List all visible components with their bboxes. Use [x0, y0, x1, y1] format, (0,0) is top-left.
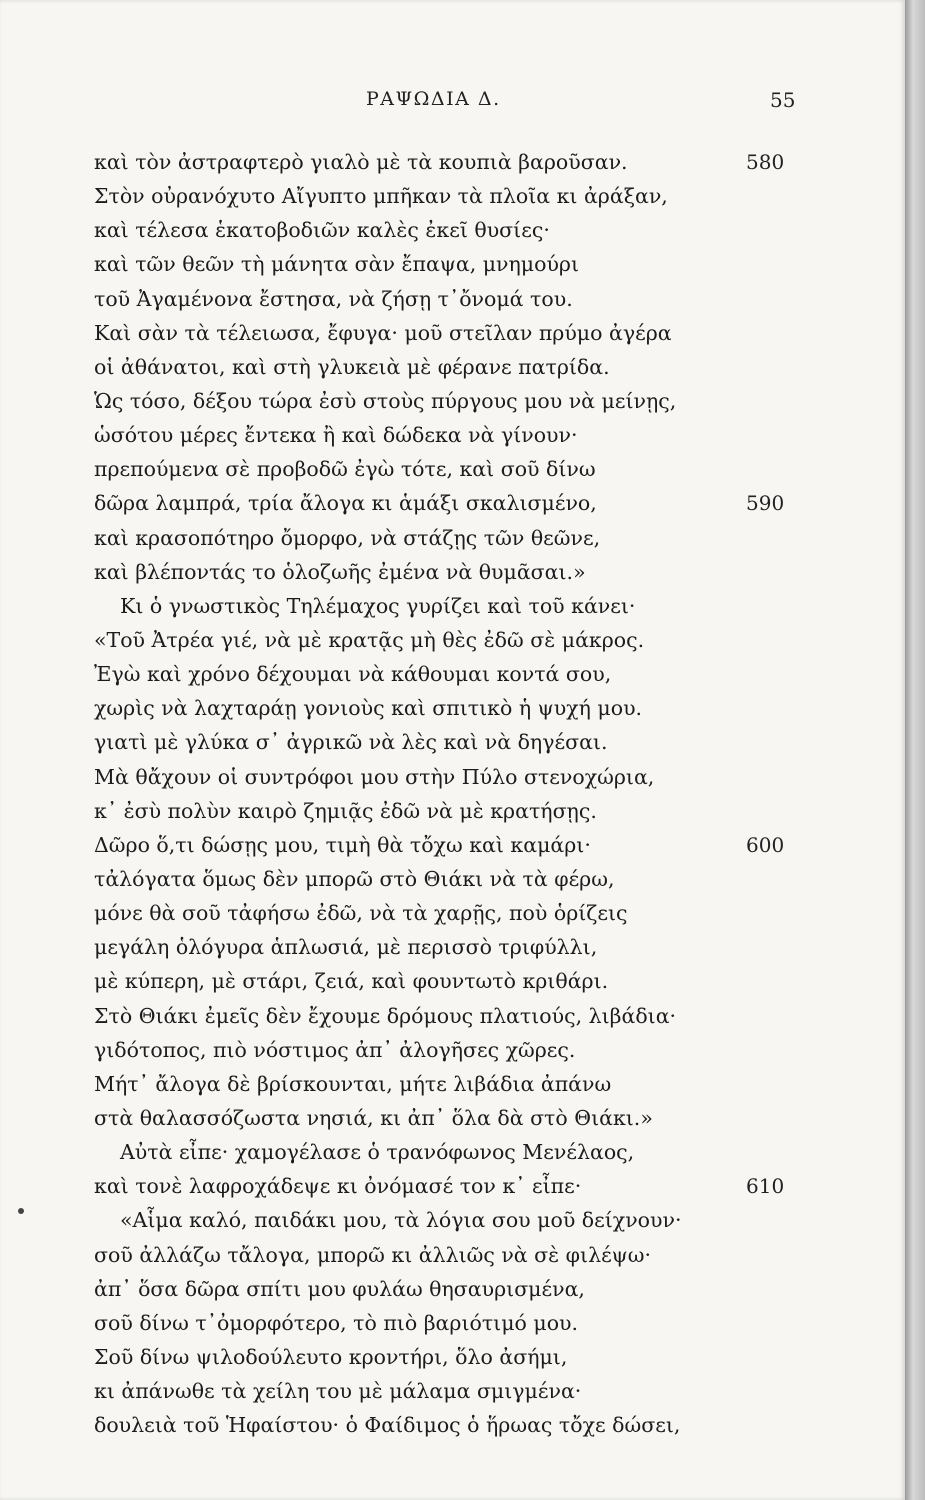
- verse-text: Καὶ σὰν τὰ τέλειωσα, ἔφυγα· μοῦ στεῖλαν πρύμο ἀγέρα: [94, 320, 672, 345]
- verse-line: [94, 384, 814, 418]
- verse-text: Κι ὁ γνωστικὸς Τηλέμαχος γυρίζει καὶ τοῦ κάνει·: [120, 593, 636, 618]
- verse-line: [94, 350, 814, 384]
- verse-text: Ἐγὼ καὶ χρόνο δέχουμαι νὰ κάθουμαι κοντά σου,: [94, 662, 612, 687]
- verse-line: [94, 999, 814, 1033]
- poem-text: [94, 145, 814, 1442]
- verse-line: [94, 794, 814, 828]
- line-number: 600: [746, 832, 785, 857]
- verse-line: [94, 691, 814, 725]
- verse-line: [94, 418, 814, 452]
- verse-text: καὶ τέλεσα ἑκατοβοδιῶν καλὲς ἐκεῖ θυσίες·: [94, 218, 550, 243]
- book-spine: [905, 0, 925, 1500]
- verse-line: [94, 1340, 814, 1374]
- verse-line: [94, 828, 814, 862]
- verse-text: Μήτ᾽ ἄλογα δὲ βρίσκουνται, μήτε λιβάδια ἀπάνω: [94, 1071, 612, 1096]
- verse-text: καὶ τὸν ἀστραφτερὸ γιαλὸ μὲ τὰ κουπιὰ βαροῦσαν.: [94, 150, 628, 174]
- page-number: 55: [770, 88, 796, 112]
- verse-text: καὶ τονὲ λαφροχάδεψε κι ὀνόμασέ τον κ᾽ εἶπε·: [94, 1174, 582, 1199]
- verse-line: [94, 760, 814, 794]
- verse-text: δῶρα λαμπρά, τρία ἄλογα κι ἁμάξι σκαλισμένο,: [94, 491, 597, 516]
- verse-line: [94, 1101, 814, 1135]
- verse-text: μόνε θὰ σοῦ τἀφήσω ἐδῶ, νὰ τὰ χαρῇς, ποὺ ὁρίζεις: [94, 901, 628, 926]
- verse-text: «Αἷμα καλό, παιδάκι μου, τὰ λόγια σου μοῦ δείχνουν·: [120, 1208, 682, 1233]
- verse-text: στὰ θαλασσόζωστα νησιά, κι ἀπ᾽ ὅλα δὰ στὸ Θιάκι.»: [94, 1105, 653, 1130]
- verse-line: [94, 213, 814, 247]
- verse-text: δουλειὰ τοῦ Ἡφαίστου· ὁ Φαίδιμος ὁ ἥρωας τὄχε δώσει,: [94, 1413, 681, 1438]
- verse-line: [94, 1033, 814, 1067]
- verse-line: [94, 862, 814, 896]
- verse-line: [94, 657, 814, 691]
- verse-text: κι ἀπάνωθε τὰ χείλη του μὲ μάλαμα σμιγμένα·: [94, 1379, 582, 1404]
- verse-line: [94, 1408, 814, 1442]
- verse-line: [94, 964, 814, 998]
- verse-line: [94, 725, 814, 759]
- line-number: 610: [746, 1174, 785, 1199]
- verse-text: Στὸν οὐρανόχυτο Αἴγυπτο μπῆκαν τὰ πλοῖα κι ἀράξαν,: [94, 184, 668, 209]
- line-number: 580: [746, 150, 785, 174]
- verse-line: [94, 623, 814, 657]
- page-header: [0, 88, 905, 118]
- verse-text: γιατὶ μὲ γλύκα σ᾽ ἀγρικῶ νὰ λὲς καὶ νὰ δηγέσαι.: [94, 730, 608, 755]
- verse-text: Στὸ Θιάκι ἐμεῖς δὲν ἔχουμε δρόμους πλατιούς, λιβάδια·: [94, 1003, 677, 1028]
- verse-text: τἀλόγατα ὅμως δὲν μπορῶ στὸ Θιάκι νὰ τὰ φέρω,: [94, 866, 615, 891]
- verse-text: ὡσότου μέρες ἔντεκα ἢ καὶ δώδεκα νὰ γίνουν·: [94, 423, 578, 448]
- verse-text: τοῦ Ἀγαμένονα ἔστησα, νὰ ζήσῃ τ᾽ὄνομά του.: [94, 286, 573, 311]
- verse-text: χωρὶς νὰ λαχταράῃ γονιοὺς καὶ σπιτικὸ ἡ ψυχή μου.: [94, 696, 643, 721]
- verse-line: [94, 486, 814, 520]
- verse-text: κ᾽ ἐσὺ πολὺν καιρὸ ζημιᾷς ἐδῶ νὰ μὲ κρατήσῃς.: [94, 798, 597, 823]
- verse-line: [94, 1135, 814, 1169]
- verse-line: [94, 521, 814, 555]
- verse-line: [94, 589, 814, 623]
- verse-line: [94, 1067, 814, 1101]
- verse-text: οἱ ἀθάνατοι, καὶ στὴ γλυκειὰ μὲ φέρανε πατρίδα.: [94, 354, 610, 379]
- verse-line: [94, 896, 814, 930]
- line-number: 590: [746, 491, 785, 516]
- verse-line: [94, 1203, 814, 1237]
- verse-line: [94, 1306, 814, 1340]
- verse-line: [94, 930, 814, 964]
- verse-text: πρεπούμενα σὲ προβοδῶ ἐγὼ τότε, καὶ σοῦ δίνω: [94, 457, 596, 482]
- print-speck: [18, 1208, 24, 1214]
- verse-text: γιδότοπος, πιὸ νόστιμος ἀπ᾽ ἀλογῆσες χῶρες.: [94, 1037, 576, 1062]
- verse-text: ἀπ᾽ ὅσα δῶρα σπίτι μου φυλάω θησαυρισμένα,: [94, 1276, 585, 1301]
- verse-text: σοῦ ἀλλάζω τἄλογα, μπορῶ κι ἀλλιῶς νὰ σὲ φιλέψω·: [94, 1242, 651, 1267]
- verse-text: Μὰ θἄχουν οἱ συντρόφοι μου στὴν Πύλο στενοχώρια,: [94, 764, 655, 789]
- verse-text: Ὡς τόσο, δέξου τώρα ἐσὺ στοὺς πύργους μου νὰ μείνῃς,: [94, 388, 677, 413]
- verse-text: Δῶρο ὅ,τι δώσῃς μου, τιμὴ θὰ τὄχω καὶ καμάρι·: [94, 832, 591, 857]
- verse-text: «Τοῦ Ἀτρέα γιέ, νὰ μὲ κρατᾷς μὴ θὲς ἐδῶ σὲ μάκρος.: [94, 627, 645, 652]
- verse-line: [94, 452, 814, 486]
- verse-line: [94, 1272, 814, 1306]
- verse-text: Αὐτὰ εἶπε· χαμογέλασε ὁ τρανόφωνος Μενέλαος,: [120, 1140, 635, 1165]
- verse-text: σοῦ δίνω τ᾽ὀμορφότερο, τὸ πιὸ βαριότιμό μου.: [94, 1310, 579, 1335]
- verse-line: [94, 1374, 814, 1408]
- verse-line: [94, 1169, 814, 1203]
- verse-text: καὶ τῶν θεῶν τὴ μάνητα σὰν ἔπαψα, μνημούρι: [94, 252, 580, 277]
- verse-line: [94, 282, 814, 316]
- verse-text: Σοῦ δίνω ψιλοδούλευτο κροντήρι, ὅλο ἀσήμι,: [94, 1344, 568, 1369]
- verse-text: καὶ κρασοπότηρο ὄμορφο, νὰ στάζῃς τῶν θεῶνε,: [94, 525, 601, 550]
- verse-text: καὶ βλέποντάς το ὁλοζωῆς ἐμένα νὰ θυμᾶσαι.»: [94, 559, 586, 584]
- verse-line: [94, 145, 814, 179]
- verse-line: [94, 247, 814, 281]
- verse-line: [94, 1238, 814, 1272]
- verse-line: [94, 179, 814, 213]
- verse-line: [94, 316, 814, 350]
- verse-line: [94, 555, 814, 589]
- running-title: ΡΑΨΩΔΙΑ Δ.: [366, 88, 501, 110]
- verse-text: μὲ κύπερη, μὲ στάρι, ζειά, καὶ φουντωτὸ κριθάρι.: [94, 969, 609, 994]
- verse-text: μεγάλη ὁλόγυρα ἁπλωσιά, μὲ περισσὸ τριφύλλι,: [94, 935, 598, 960]
